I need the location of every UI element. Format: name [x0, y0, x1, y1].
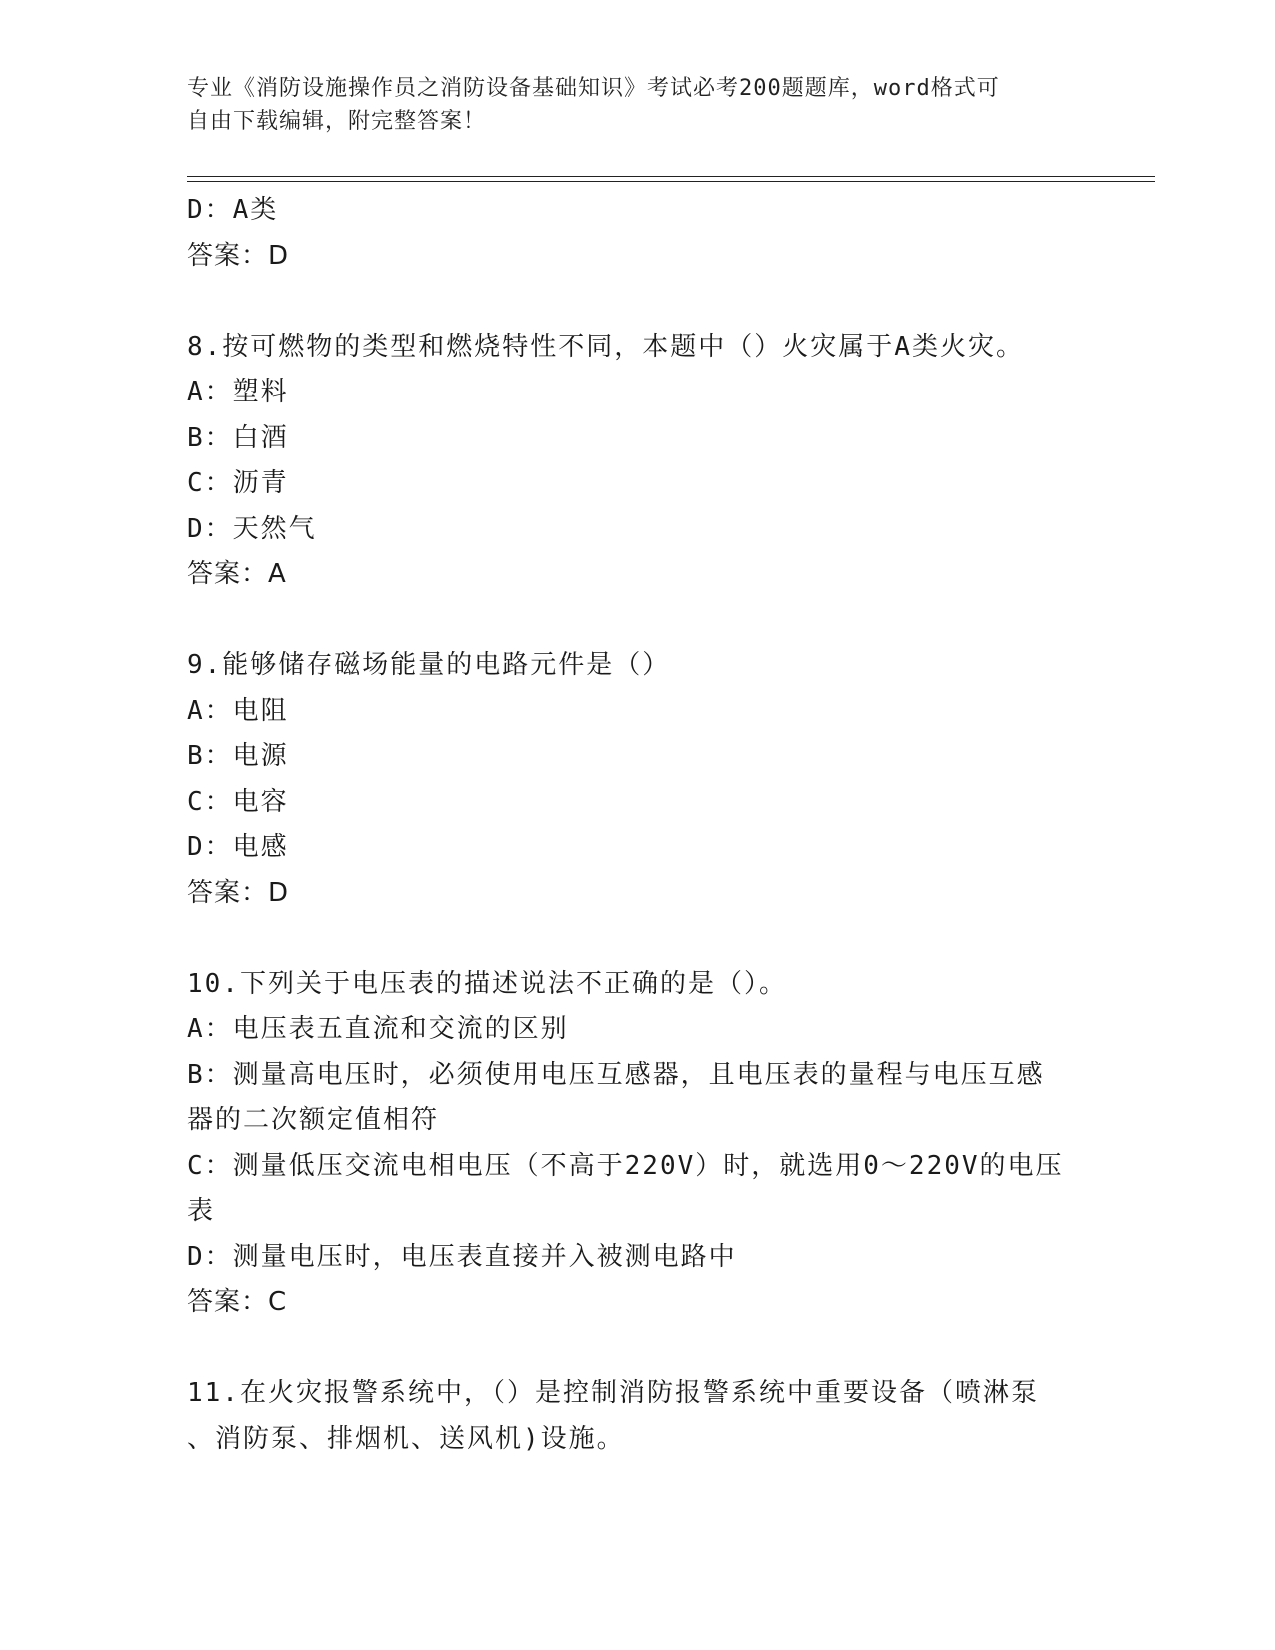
header-line-2: 自由下载编辑，附完整答案！ — [187, 109, 487, 134]
q8-option-d: D：天然气 — [187, 513, 317, 544]
q8-question: 8.按可燃物的类型和燃烧特性不同，本题中（）火灾属于A类火灾。 — [187, 331, 1024, 362]
header-line-1: 专业《消防设施操作员之消防设备基础知识》考试必考200题题库，word格式可 — [187, 76, 1000, 101]
header-divider-top — [187, 176, 1155, 177]
q8-option-b: B：白酒 — [187, 422, 289, 453]
page-header — [187, 72, 1077, 138]
q10-answer: 答案：C — [187, 1287, 288, 1317]
q11-question-line-2: 、消防泵、排烟机、送风机)设施。 — [187, 1423, 625, 1454]
q10-option-c-line-2: 表 — [187, 1196, 216, 1226]
q10-option-b-line-2: 器的二次额定值相符 — [187, 1105, 440, 1135]
spacer — [187, 598, 1087, 644]
q10-question: 10.下列关于电压表的描述说法不正确的是（）。 — [187, 968, 787, 999]
q9-question: 9.能够储存磁场能量的电路元件是（） — [187, 650, 671, 680]
q9-option-c: C：电容 — [187, 786, 289, 817]
spacer — [187, 916, 1087, 962]
q9-option-d: D：电感 — [187, 832, 289, 862]
question-list — [187, 188, 1087, 1462]
q8-option-a: A：塑料 — [187, 377, 289, 407]
q10-option-b-line-1: B：测量高电压时，必须使用电压互感器，且电压表的量程与电压互感 — [187, 1059, 1045, 1090]
q7-option-d: D：A类 — [187, 195, 279, 225]
q10-option-d: D：测量电压时，电压表直接并入被测电路中 — [187, 1241, 737, 1272]
spacer — [187, 1326, 1087, 1372]
header-divider-bottom — [187, 181, 1155, 182]
q8-option-c: C：沥青 — [187, 468, 289, 498]
q9-answer: 答案：D — [187, 877, 290, 908]
spacer — [187, 279, 1087, 325]
q10-option-a: A：电压表五直流和交流的区别 — [187, 1014, 569, 1044]
q9-option-b: B：电源 — [187, 741, 289, 771]
q9-option-a: A：电阻 — [187, 695, 289, 726]
q10-option-c-line-1: C：测量低压交流电相电压（不高于220V）时，就选用0～220V的电压 — [187, 1150, 1064, 1181]
q7-answer: 答案：D — [187, 240, 290, 271]
q8-answer: 答案：A — [187, 559, 287, 589]
q11-question-line-1: 11.在火灾报警系统中，（）是控制消防报警系统中重要设备（喷淋泵 — [187, 1378, 1039, 1408]
